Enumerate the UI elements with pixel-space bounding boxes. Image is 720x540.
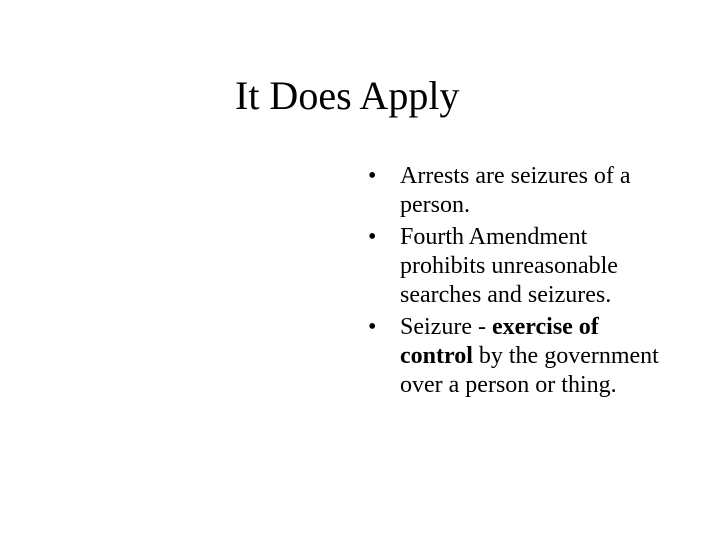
bullet-text-prefix: Seizure - xyxy=(400,314,492,340)
bullet-text: Fourth Amendment prohibits unreasonable searches and seizures. xyxy=(400,224,618,308)
bullet-text: Arrests are seizures of a person. xyxy=(400,163,631,218)
bullet-text-suffix: by the government over a person or thing. xyxy=(400,343,659,398)
bullet-text-bold: exercise of control xyxy=(400,314,599,369)
bullet-marker: • xyxy=(368,224,377,250)
bullet-list xyxy=(368,162,668,403)
bullet-item-fourth-amendment xyxy=(368,223,668,310)
bullet-item-seizure-definition xyxy=(368,313,668,400)
bullet-marker: • xyxy=(368,163,377,189)
bullet-marker: • xyxy=(368,314,377,340)
bullet-item-arrests xyxy=(368,162,668,220)
slide-title: It Does Apply xyxy=(235,73,460,118)
